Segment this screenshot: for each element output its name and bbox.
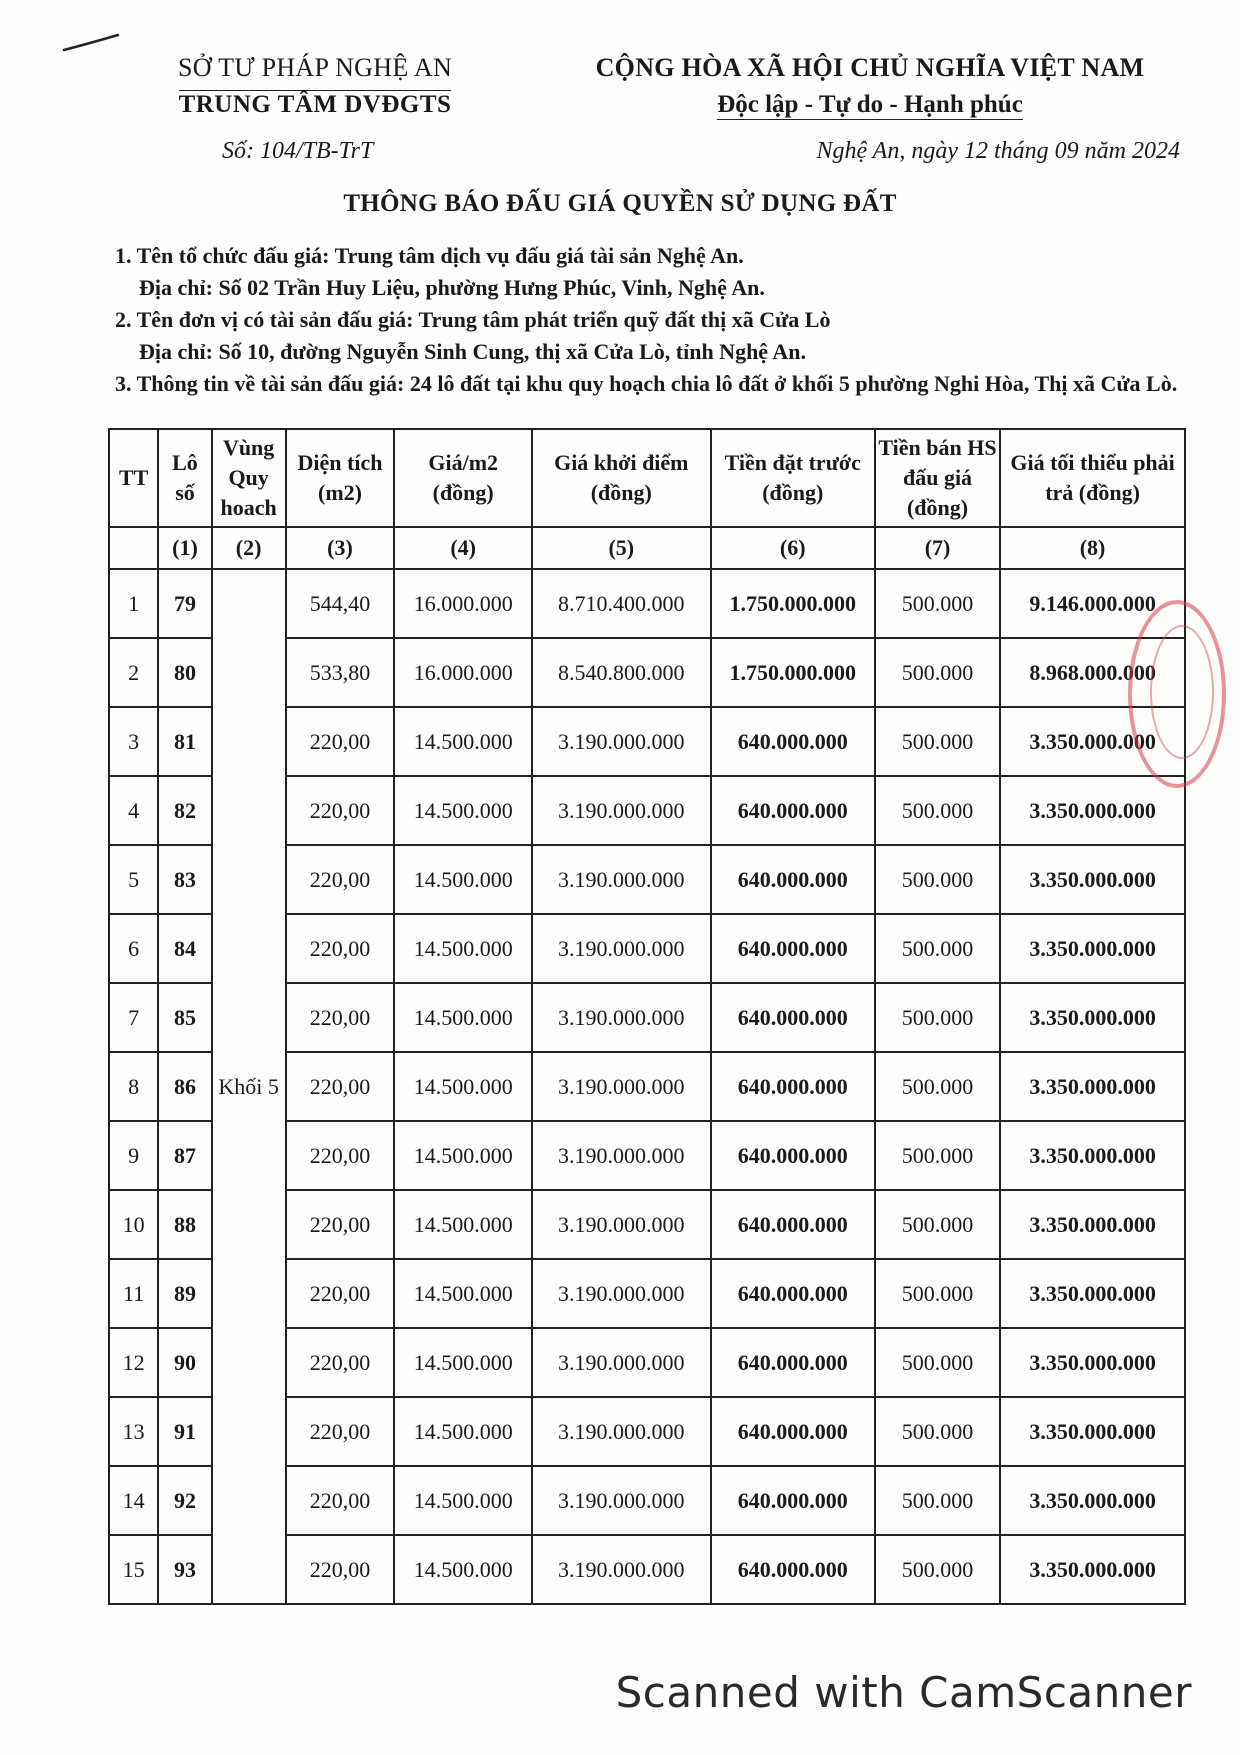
cell-lot: 87	[158, 1121, 211, 1190]
center-name-text: TRUNG TÂM DVĐGTS	[178, 91, 452, 118]
cell-lot: 88	[158, 1190, 211, 1259]
cell-deposit: 1.750.000.000	[711, 638, 875, 707]
info-line-2-address: Địa chỉ: Số 10, đường Nguyễn Sinh Cung, thị xã Cửa Lò, tỉnh Nghệ An.	[139, 339, 806, 364]
camscanner-watermark: Scanned with CamScanner	[615, 1668, 1192, 1717]
header-right	[560, 48, 1180, 122]
col-header: Lô số	[158, 429, 211, 527]
motto	[560, 88, 1180, 122]
table-header-row	[109, 429, 1185, 527]
cell-min-price: 8.968.000.000	[1000, 638, 1185, 707]
cell-deposit: 640.000.000	[711, 983, 875, 1052]
cell-lot: 89	[158, 1259, 211, 1328]
cell-tt: 2	[109, 638, 158, 707]
cell-lot: 90	[158, 1328, 211, 1397]
cell-price-m2: 14.500.000	[394, 1466, 532, 1535]
col-number: (6)	[711, 527, 875, 569]
cell-min-price: 3.350.000.000	[1000, 1052, 1185, 1121]
document-title: THÔNG BÁO ĐẤU GIÁ QUYỀN SỬ DỤNG ĐẤT	[343, 190, 897, 217]
cell-price-m2: 14.500.000	[394, 1052, 532, 1121]
cell-fee: 500.000	[875, 1328, 1000, 1397]
cell-price-m2: 14.500.000	[394, 1397, 532, 1466]
cell-fee: 500.000	[875, 1535, 1000, 1604]
document-date: Nghệ An, ngày 12 tháng 09 năm 2024	[816, 138, 1180, 164]
cell-price-m2: 14.500.000	[394, 1121, 532, 1190]
info-line-1-address: Địa chỉ: Số 02 Trần Huy Liệu, phường Hưng Phúc, Vinh, Nghệ An.	[139, 275, 765, 300]
cell-price-m2: 14.500.000	[394, 983, 532, 1052]
cell-fee: 500.000	[875, 569, 1000, 638]
center-name	[150, 88, 480, 122]
cell-zone: Khối 5	[212, 569, 286, 1604]
cell-min-price: 3.350.000.000	[1000, 776, 1185, 845]
cell-min-price: 3.350.000.000	[1000, 1259, 1185, 1328]
cell-area: 533,80	[286, 638, 395, 707]
pen-mark	[62, 32, 120, 54]
cell-min-price: 3.350.000.000	[1000, 914, 1185, 983]
cell-fee: 500.000	[875, 1121, 1000, 1190]
col-header: Tiền bán HS đấu giá (đồng)	[875, 429, 1000, 527]
cell-start-price: 3.190.000.000	[532, 1190, 711, 1259]
cell-min-price: 3.350.000.000	[1000, 1121, 1185, 1190]
cell-area: 220,00	[286, 1466, 395, 1535]
cell-fee: 500.000	[875, 776, 1000, 845]
col-header: TT	[109, 429, 158, 527]
cell-price-m2: 16.000.000	[394, 569, 532, 638]
col-number: (2)	[212, 527, 286, 569]
cell-tt: 7	[109, 983, 158, 1052]
cell-tt: 5	[109, 845, 158, 914]
col-number: (5)	[532, 527, 711, 569]
cell-deposit: 640.000.000	[711, 1466, 875, 1535]
cell-price-m2: 14.500.000	[394, 845, 532, 914]
cell-fee: 500.000	[875, 1052, 1000, 1121]
cell-fee: 500.000	[875, 845, 1000, 914]
cell-area: 220,00	[286, 1535, 395, 1604]
cell-fee: 500.000	[875, 914, 1000, 983]
document-number: Số: 104/TB-TrT	[222, 138, 374, 164]
cell-min-price: 3.350.000.000	[1000, 845, 1185, 914]
cell-min-price: 3.350.000.000	[1000, 1397, 1185, 1466]
motto-text: Độc lập - Tự do - Hạnh phúc	[717, 91, 1023, 118]
cell-deposit: 640.000.000	[711, 914, 875, 983]
col-header: Giá khởi điểm (đồng)	[532, 429, 711, 527]
col-header: Vùng Quy hoach	[212, 429, 286, 527]
cell-price-m2: 14.500.000	[394, 914, 532, 983]
cell-area: 220,00	[286, 845, 395, 914]
cell-deposit: 1.750.000.000	[711, 569, 875, 638]
table-row	[109, 569, 1185, 638]
red-seal-stamp-inner	[1150, 625, 1214, 759]
cell-price-m2: 14.500.000	[394, 1259, 532, 1328]
cell-start-price: 3.190.000.000	[532, 914, 711, 983]
cell-start-price: 3.190.000.000	[532, 1259, 711, 1328]
cell-fee: 500.000	[875, 1466, 1000, 1535]
cell-area: 220,00	[286, 1052, 395, 1121]
cell-start-price: 3.190.000.000	[532, 1328, 711, 1397]
cell-area: 220,00	[286, 914, 395, 983]
cell-price-m2: 14.500.000	[394, 1535, 532, 1604]
col-number: (4)	[394, 527, 532, 569]
cell-deposit: 640.000.000	[711, 1190, 875, 1259]
cell-min-price: 3.350.000.000	[1000, 1328, 1185, 1397]
cell-lot: 91	[158, 1397, 211, 1466]
cell-deposit: 640.000.000	[711, 1397, 875, 1466]
cell-min-price: 3.350.000.000	[1000, 1535, 1185, 1604]
cell-deposit: 640.000.000	[711, 776, 875, 845]
cell-tt: 11	[109, 1259, 158, 1328]
cell-area: 220,00	[286, 707, 395, 776]
cell-fee: 500.000	[875, 638, 1000, 707]
cell-lot: 93	[158, 1535, 211, 1604]
cell-start-price: 3.190.000.000	[532, 1397, 711, 1466]
cell-deposit: 640.000.000	[711, 1259, 875, 1328]
cell-area: 220,00	[286, 1190, 395, 1259]
auction-info	[115, 240, 1180, 400]
cell-min-price: 3.350.000.000	[1000, 983, 1185, 1052]
cell-tt: 9	[109, 1121, 158, 1190]
col-header: Tiền đặt trước (đồng)	[711, 429, 875, 527]
cell-deposit: 640.000.000	[711, 1052, 875, 1121]
cell-start-price: 8.710.400.000	[532, 569, 711, 638]
info-line-1: 1. Tên tổ chức đấu giá: Trung tâm dịch vụ đấu giá tài sản Nghệ An.	[115, 243, 744, 268]
cell-fee: 500.000	[875, 707, 1000, 776]
cell-start-price: 3.190.000.000	[532, 707, 711, 776]
col-header: Giá/m2 (đồng)	[394, 429, 532, 527]
cell-tt: 8	[109, 1052, 158, 1121]
auction-table	[108, 428, 1186, 1605]
cell-lot: 83	[158, 845, 211, 914]
cell-price-m2: 14.500.000	[394, 1190, 532, 1259]
cell-fee: 500.000	[875, 1397, 1000, 1466]
cell-area: 220,00	[286, 1121, 395, 1190]
country-name: CỘNG HÒA XÃ HỘI CHỦ NGHĨA VIỆT NAM	[595, 53, 1145, 82]
cell-fee: 500.000	[875, 1190, 1000, 1259]
cell-price-m2: 14.500.000	[394, 1328, 532, 1397]
cell-price-m2: 16.000.000	[394, 638, 532, 707]
header-left	[150, 48, 480, 122]
cell-lot: 92	[158, 1466, 211, 1535]
cell-fee: 500.000	[875, 1259, 1000, 1328]
cell-min-price: 3.350.000.000	[1000, 1190, 1185, 1259]
cell-start-price: 3.190.000.000	[532, 1535, 711, 1604]
col-number: (3)	[286, 527, 395, 569]
cell-lot: 82	[158, 776, 211, 845]
cell-min-price: 3.350.000.000	[1000, 1466, 1185, 1535]
cell-lot: 84	[158, 914, 211, 983]
cell-start-price: 3.190.000.000	[532, 1121, 711, 1190]
cell-start-price: 8.540.800.000	[532, 638, 711, 707]
cell-area: 544,40	[286, 569, 395, 638]
cell-lot: 81	[158, 707, 211, 776]
cell-tt: 1	[109, 569, 158, 638]
cell-lot: 80	[158, 638, 211, 707]
cell-tt: 6	[109, 914, 158, 983]
cell-min-price: 3.350.000.000	[1000, 707, 1185, 776]
agency-name: SỞ TƯ PHÁP NGHỆ AN	[177, 53, 453, 82]
col-number: (8)	[1000, 527, 1185, 569]
cell-fee: 500.000	[875, 983, 1000, 1052]
cell-tt: 13	[109, 1397, 158, 1466]
cell-price-m2: 14.500.000	[394, 707, 532, 776]
cell-tt: 4	[109, 776, 158, 845]
cell-start-price: 3.190.000.000	[532, 776, 711, 845]
cell-tt: 12	[109, 1328, 158, 1397]
col-header: Diện tích (m2)	[286, 429, 395, 527]
cell-deposit: 640.000.000	[711, 1328, 875, 1397]
col-number: (1)	[158, 527, 211, 569]
cell-deposit: 640.000.000	[711, 1121, 875, 1190]
cell-start-price: 3.190.000.000	[532, 983, 711, 1052]
cell-start-price: 3.190.000.000	[532, 1466, 711, 1535]
cell-area: 220,00	[286, 776, 395, 845]
cell-area: 220,00	[286, 1397, 395, 1466]
cell-area: 220,00	[286, 1328, 395, 1397]
col-header: Giá tối thiểu phải trả (đồng)	[1000, 429, 1185, 527]
cell-tt: 14	[109, 1466, 158, 1535]
info-line-3: 3. Thông tin về tài sản đấu giá: 24 lô đất tại khu quy hoạch chia lô đất ở khối 5 phường Nghi Hòa, Thị xã Cửa Lò.	[115, 371, 1178, 396]
cell-min-price: 9.146.000.000	[1000, 569, 1185, 638]
cell-tt: 10	[109, 1190, 158, 1259]
cell-price-m2: 14.500.000	[394, 776, 532, 845]
col-number: (7)	[875, 527, 1000, 569]
cell-tt: 15	[109, 1535, 158, 1604]
cell-deposit: 640.000.000	[711, 1535, 875, 1604]
cell-start-price: 3.190.000.000	[532, 1052, 711, 1121]
column-number-row	[109, 527, 1185, 569]
cell-deposit: 640.000.000	[711, 845, 875, 914]
cell-start-price: 3.190.000.000	[532, 845, 711, 914]
info-line-2: 2. Tên đơn vị có tài sản đấu giá: Trung tâm phát triển quỹ đất thị xã Cửa Lò	[115, 307, 831, 332]
cell-area: 220,00	[286, 983, 395, 1052]
cell-lot: 85	[158, 983, 211, 1052]
cell-lot: 86	[158, 1052, 211, 1121]
cell-area: 220,00	[286, 1259, 395, 1328]
cell-deposit: 640.000.000	[711, 707, 875, 776]
cell-tt: 3	[109, 707, 158, 776]
col-number	[109, 527, 158, 569]
cell-lot: 79	[158, 569, 211, 638]
